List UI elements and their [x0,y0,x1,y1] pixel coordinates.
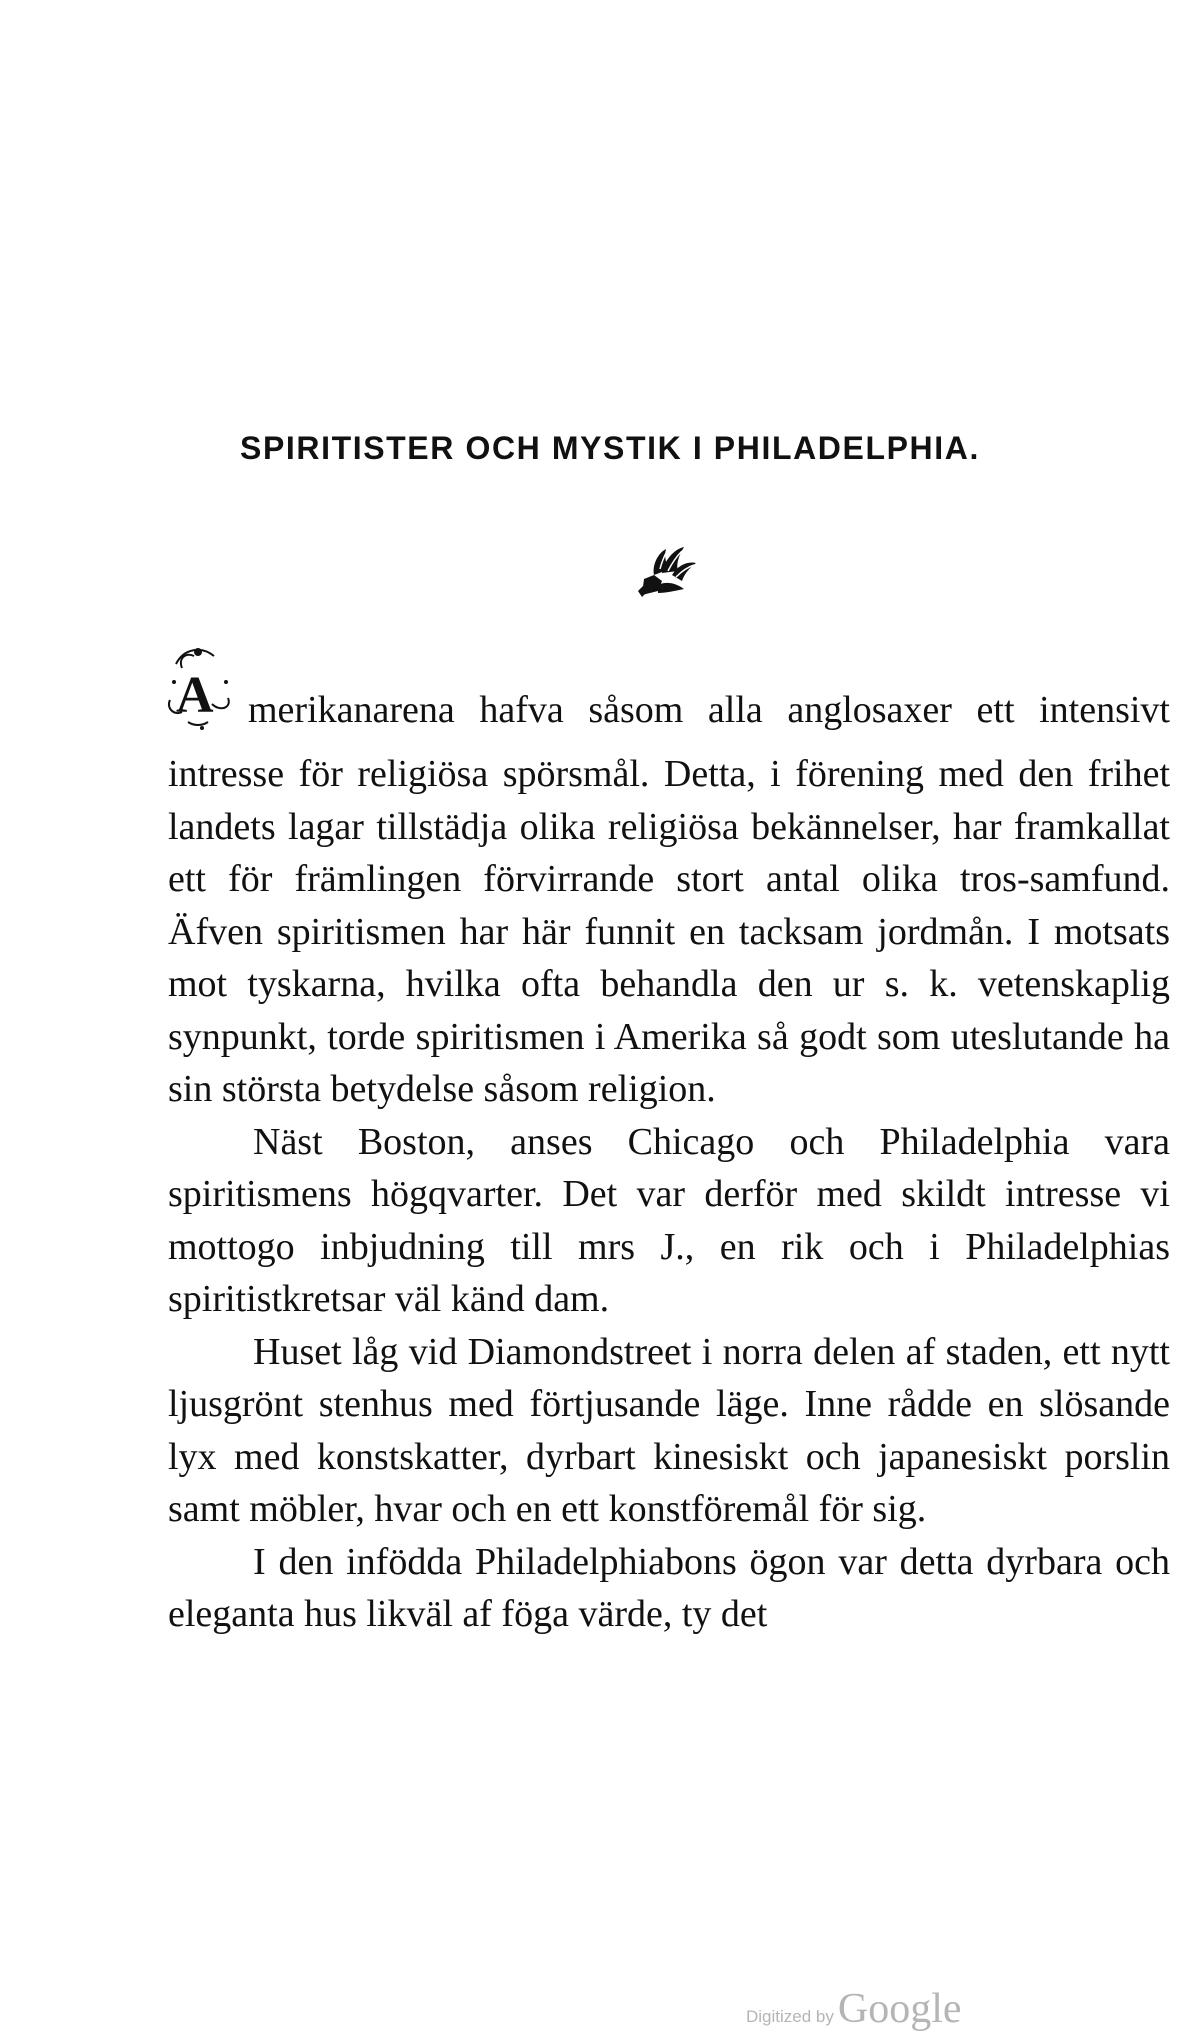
paragraph-3: Huset låg vid Diamondstreet i norra delen af staden, ett nytt ljusgrönt stenhus med förtjusande läge. Inne rådde en slösande lyx med konstskatter, dyrbart kinesiskt och japanesiskt porslin samt möbler, hvar och en ett konstföremål för sig. [168,1330,1170,1530]
google-logo: Google [837,1986,962,2032]
digitized-watermark [746,1985,962,2033]
paragraph-4: I den infödda Philadelphiabons ögon var detta dyrbara och eleganta hus likväl af föga värde, ty det [168,1540,1170,1635]
paragraph-1 [168,668,1170,1116]
digitized-label: Digitized by [746,2007,834,2026]
fleuron-ornament-icon [632,535,700,603]
paragraph-1-text: merikanarena hafva såsom alla anglosaxer ett intensivt intresse för religiösa spörsmål. Detta, i förening med den frihet landets lagar tillstädja olika religiösa bekännelser, har framkallat ett för främlingen förvirrande stort antal olika tros-samfund. Äfven spiritismen har här funnit en tacksam jordmån. I motsats mot tyskarna, hvilka ofta behandla den ur s. k. vetenskaplig synpunkt, torde spiritismen i Amerika så godt som uteslutande ha sin största betydelse såsom religion. [168,689,1170,1110]
decorated-initial [168,668,248,748]
initial-letter: A [176,667,214,724]
chapter-heading: SPIRITISTER OCH MYSTIK I PHILADELPHIA. [240,430,980,466]
body-text [168,668,1170,1641]
paragraph-2: Näst Boston, anses Chicago och Philadelphia vara spiritismens högqvarter. Det var derför med skildt intresse vi mottogo inbjudning till mrs J., en rik och i Philadelphias spiritistkretsar väl känd dam. [168,1120,1170,1320]
